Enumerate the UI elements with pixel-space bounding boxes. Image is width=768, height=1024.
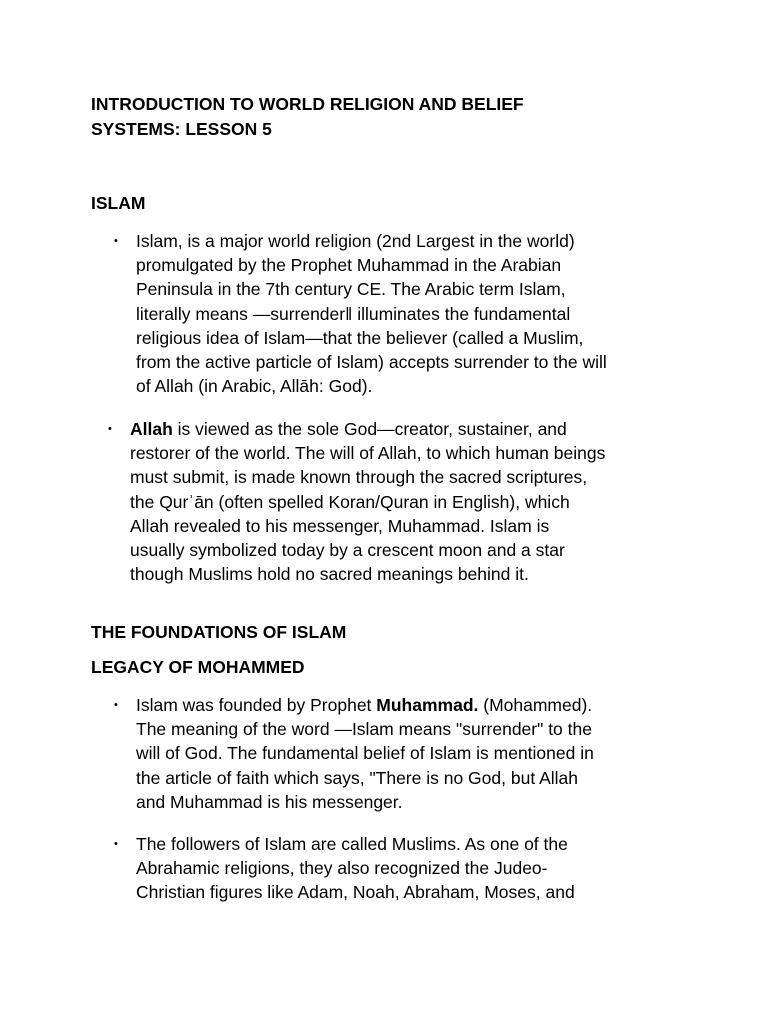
bullet-dot: • [114,235,118,247]
paragraph-line: promulgated by the Prophet Muhammad in the Arabian [136,255,562,276]
paragraph-line: will of God. The fundamental belief of Islam is mentioned in [136,743,594,764]
paragraph-line: of Allah (in Arabic, Allāh: God). [136,376,373,397]
paragraph-line [136,693,594,717]
section-heading-islam: ISLAM [91,193,146,213]
legacy-bullet-2 [136,832,575,905]
paragraph-line: the article of faith which says, "There is no God, but Allah [136,767,578,788]
paragraph-text: (Mohammed). [478,695,593,715]
paragraph-line: Islam, is a major world religion (2nd Largest in the world) [136,231,575,251]
paragraph-line: and Muhammad is his messenger. [136,791,403,812]
bold-term-muhammad: Muhammad. [376,695,479,715]
bullet-dot: • [114,699,118,711]
bullet-dot: • [114,838,118,850]
section-heading-foundations: THE FOUNDATIONS OF ISLAM [91,622,347,642]
bold-term-allah: Allah [130,419,173,439]
title-line: INTRODUCTION TO WORLD RELIGION AND BELIEF [91,94,524,114]
islam-bullet-1 [136,229,607,398]
bullet-dot: • [108,423,112,435]
paragraph-line: literally means ―surrender‖ illuminates the fundamental [136,303,571,324]
paragraph-line: Abrahamic religions, they also recognized the Judeo- [136,858,548,879]
paragraph-line: the Qurʾān (often spelled Koran/Quran in English), which [130,491,570,512]
paragraph-line: restorer of the world. The will of Allah, to which human beings [130,443,606,464]
paragraph-line: from the active particle of Islam) accepts surrender to the will [136,352,607,373]
title-line: SYSTEMS: LESSON 5 [91,119,272,139]
document-title [91,92,524,142]
paragraph-line: must submit, is made known through the sacred scriptures, [130,467,588,488]
paragraph-line: though Muslims hold no sacred meanings behind it. [130,564,529,585]
legacy-bullet-1 [136,693,594,814]
section-heading-legacy: LEGACY OF MOHAMMED [91,657,305,677]
paragraph-line: Allah revealed to his messenger, Muhammad. Islam is [130,515,550,536]
paragraph-line [130,417,605,441]
paragraph-line: Christian figures like Adam, Noah, Abraham, Moses, and [136,882,575,903]
paragraph-text: is viewed as the sole God—creator, sustainer, and [172,419,567,439]
paragraph-line: The followers of Islam are called Muslims. As one of the [136,834,568,854]
paragraph-line: Peninsula in the 7th century CE. The Arabic term Islam, [136,279,566,300]
islam-bullet-2 [130,417,605,586]
paragraph-line: religious idea of Islam—that the believer (called a Muslim, [136,327,584,348]
paragraph-text: Islam was founded by Prophet [136,695,377,715]
paragraph-line: usually symbolized today by a crescent moon and a star [130,540,565,561]
paragraph-line: The meaning of the word ―Islam means "surrender" to the [136,719,592,740]
